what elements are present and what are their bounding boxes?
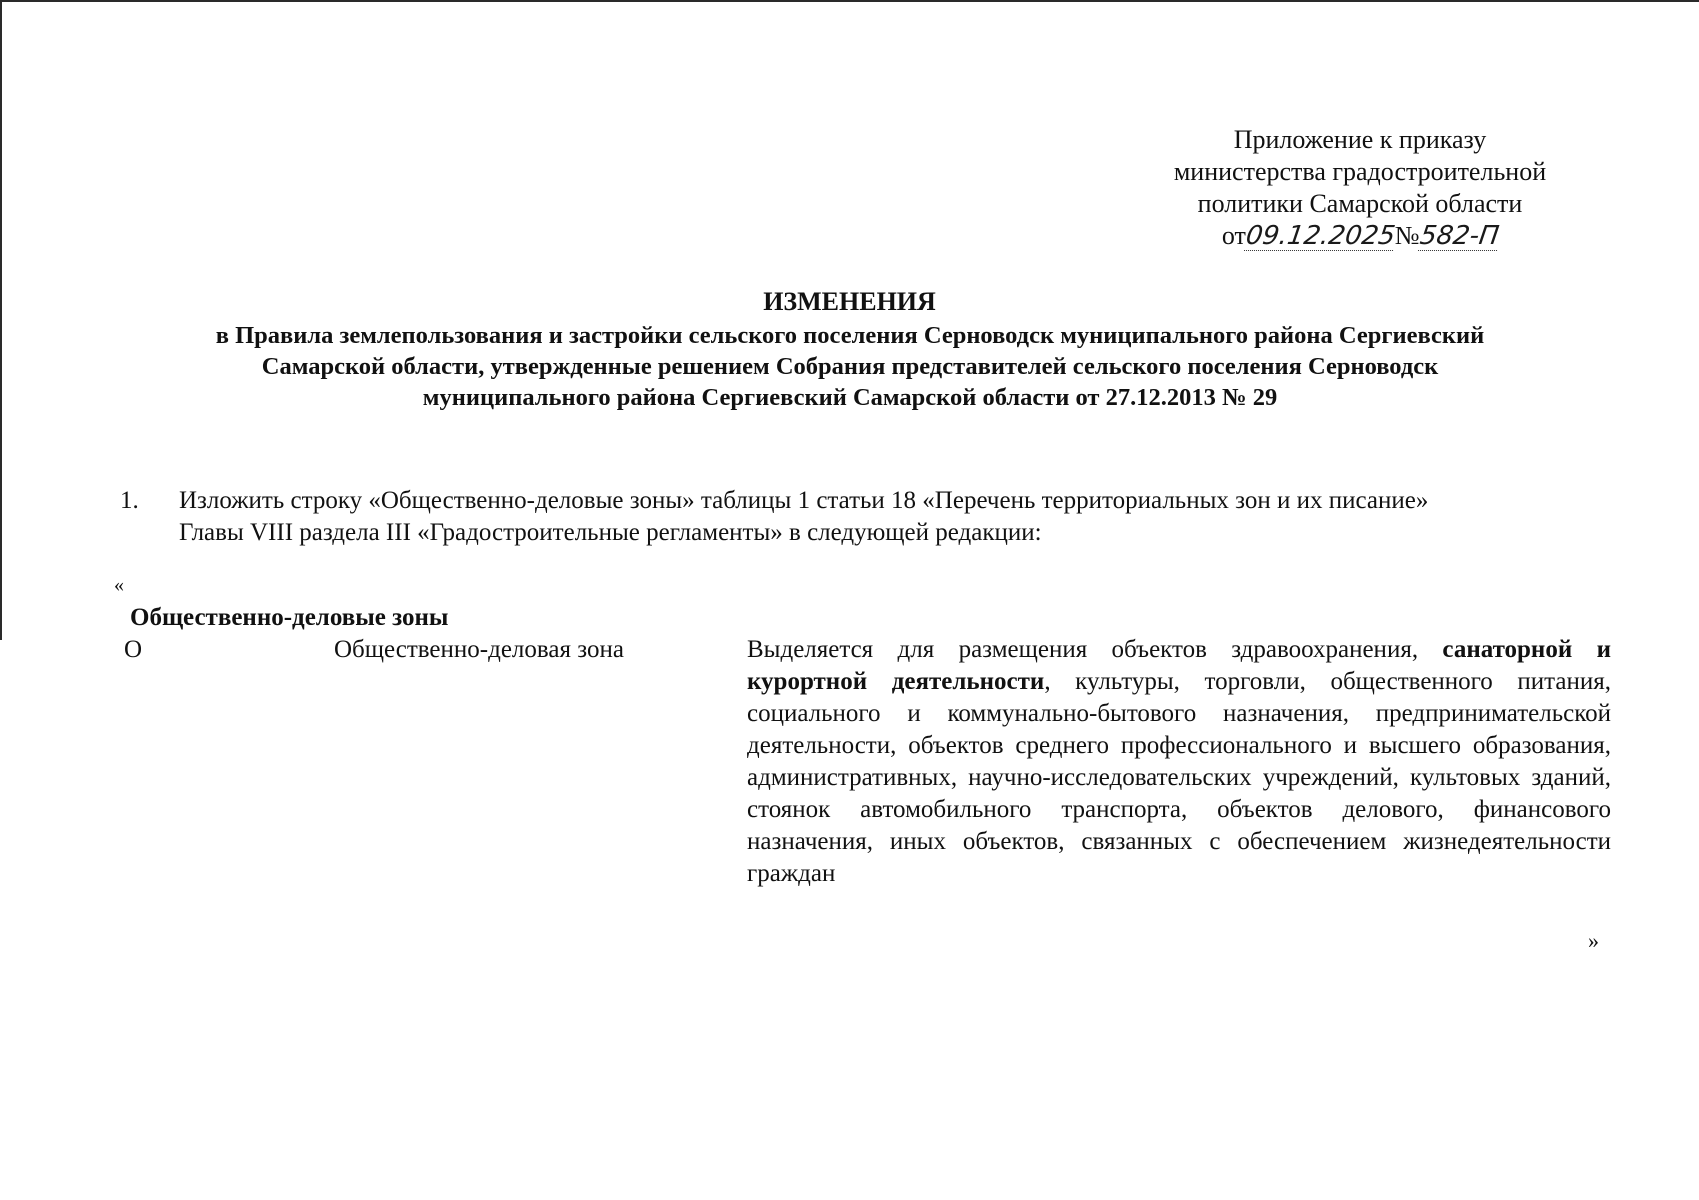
annex-number-label: № — [1394, 221, 1420, 250]
annex-handwritten-date: 09.12.2025 — [1243, 221, 1397, 251]
page-border-left — [0, 0, 2, 640]
page-border-top — [0, 0, 1699, 2]
annex-from-label: от — [1221, 221, 1246, 250]
opening-quote: « — [114, 574, 124, 596]
list-item-line-1: Изложить строку «Общественно-деловые зоны» таблицы 1 статьи 18 «Перечень территориальных зон и их писание» — [179, 487, 1429, 514]
subtitle-line-1: в Правила землепользования и застройки сельского поселения Серноводск муниципального района Сергиевский — [215, 322, 1485, 349]
section-heading: Общественно-деловые зоны — [130, 604, 449, 631]
annex-line-1: Приложение к приказу — [1233, 125, 1487, 154]
document-title: ИЗМЕНЕНИЯ — [763, 287, 936, 316]
annex-line-3: политики Самарской области — [1197, 189, 1523, 218]
zone-code: О — [124, 636, 143, 663]
annex-handwritten-number: 582-П — [1417, 221, 1501, 251]
subtitle-line-3: муниципального района Сергиевский Самарской области от 27.12.2013 № 29 — [422, 384, 1278, 411]
zone-description-part-2: , культуры, торговли, общественного питания, социального и коммунально-бытового назначения, предпринимательской деятельности, объектов среднего профессионального и высшего образования, административных, научно-исследовательских учреждений, культовых зданий, стоянок автомобильного транспорта, объектов делового, финансового назначения, иных объектов, связанных с обеспечением жизнедеятельности граждан — [747, 668, 1611, 887]
zone-description-part-1: Выделяется для размещения объектов здравоохранения, — [747, 636, 1443, 663]
closing-quote: » — [1588, 928, 1599, 953]
annex-line-2: министерства градостроительной — [1173, 157, 1547, 186]
zone-name: Общественно-деловая зона — [334, 636, 624, 663]
annex-date-line — [1140, 220, 1580, 252]
zone-description — [747, 634, 1611, 890]
list-item-number: 1. — [120, 487, 139, 514]
subtitle-line-2: Самарской области, утвержденные решением Собрания представителей сельского поселения Серноводск — [261, 353, 1439, 380]
document-subtitle — [90, 320, 1610, 413]
list-item-1 — [120, 485, 1600, 549]
annex-block — [1140, 124, 1580, 252]
zone-description-bold: санаторной и курортной деятельности — [747, 636, 1611, 695]
list-item-line-2: Главы VIII раздела III «Градостроительные регламенты» в следующей редакции: — [179, 519, 1042, 546]
